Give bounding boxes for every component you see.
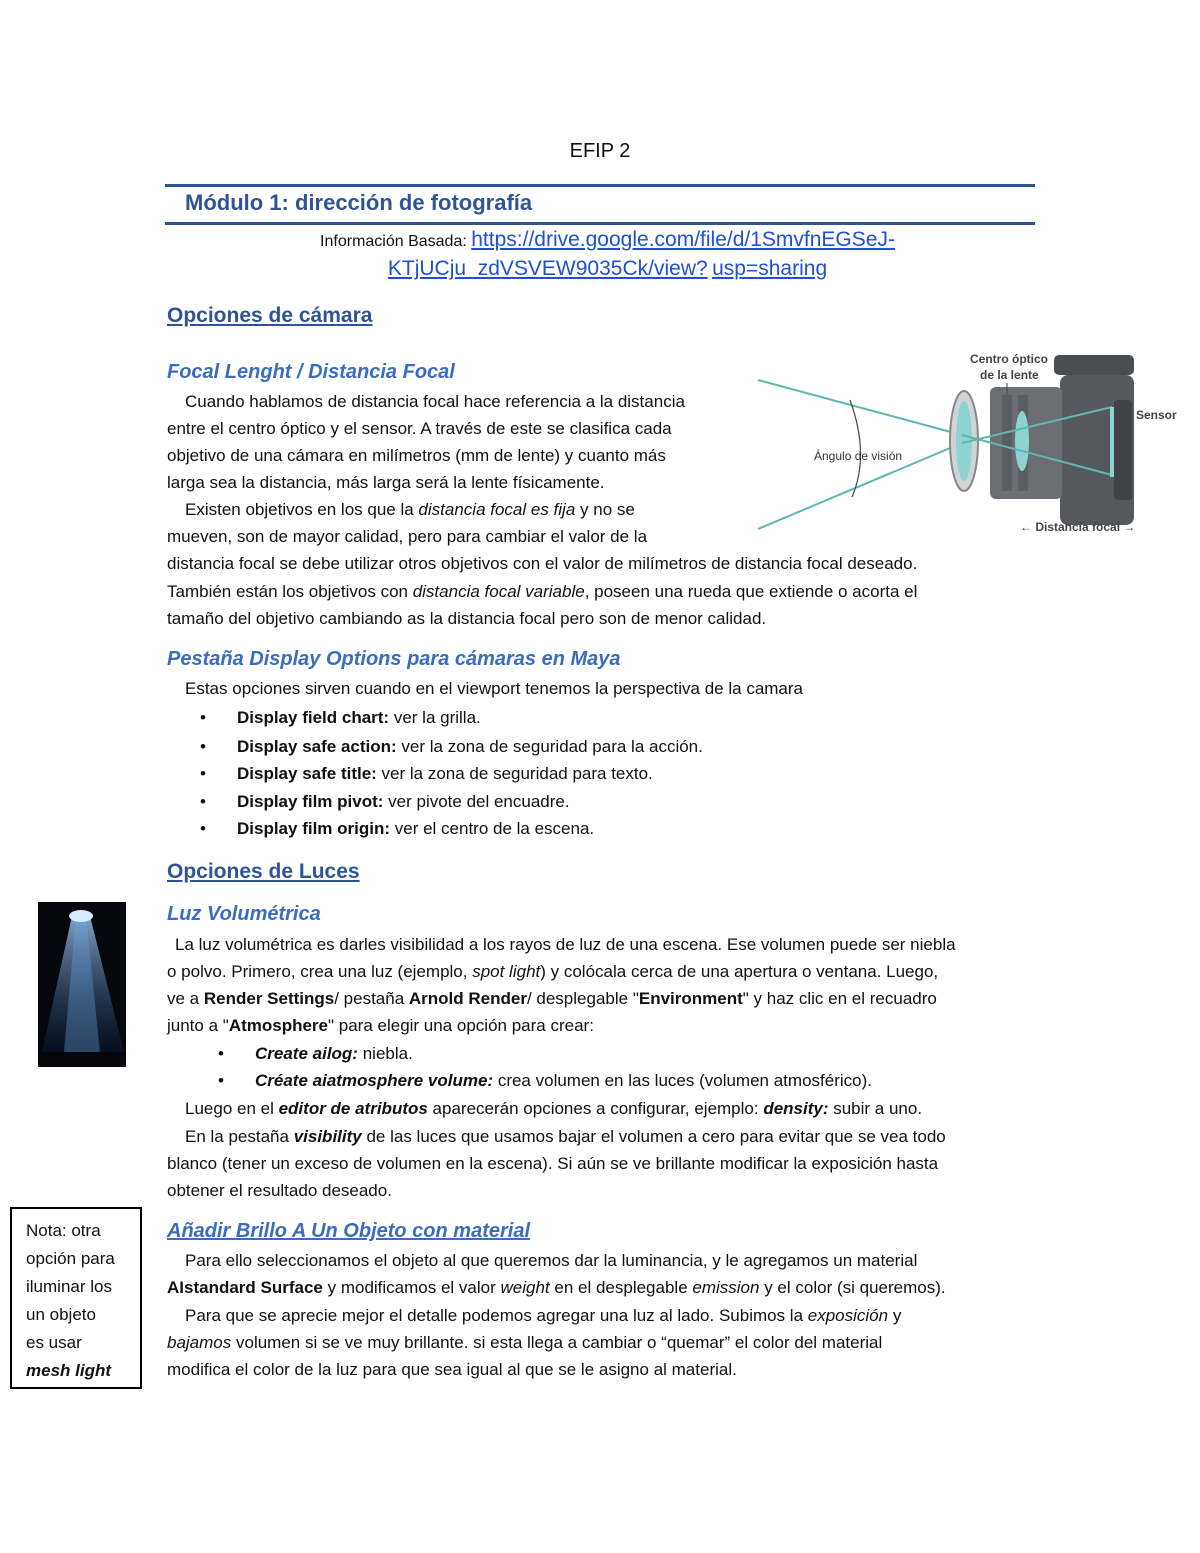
focal-distance-label: ← Distancia focal →: [1020, 520, 1136, 534]
vol-l2: o polvo. Primero, crea una luz (ejemplo, spot light) y colócala cerca de una apertura o ventana. Luego,: [167, 962, 939, 981]
info-line-1: [0, 228, 1200, 252]
heading-camera-options: Opciones de cámara: [167, 304, 373, 327]
lens-element: [1015, 411, 1029, 471]
source-link-part1[interactable]: https://drive.google.com/file/d/1SmvfnEGSeJ-: [471, 228, 895, 251]
optical-center-label-1: Centro óptico: [970, 352, 1048, 366]
heading-display-options: Pestaña Display Options para cámaras en Maya: [167, 648, 621, 670]
heading-add-brightness: Añadir Brillo A Un Objeto con material: [167, 1220, 531, 1242]
focal-p2-l3: distancia focal se debe utilizar otros objetivos con el valor de milímetros de distancia focal deseado.: [167, 554, 918, 573]
camera-focal-diagram: [752, 345, 1182, 540]
focal-p1-l1: Cuando hablamos de distancia focal hace referencia a la distancia: [185, 392, 685, 411]
display-intro: Estas opciones sirven cuando en el viewport tenemos la perspectiva de la camara: [185, 679, 804, 698]
display-item: Display safe action: ver la zona de seguridad para la acción.: [237, 737, 703, 756]
vol-l1: La luz volumétrica es darles visibilidad a los rayos de luz de una escena. Ese volumen puede ser niebla: [175, 935, 956, 954]
bright-l5: modifica el color de la luz para que sea igual al que se le asigno al material.: [167, 1360, 737, 1379]
source-link-part3[interactable]: usp=sharing: [712, 257, 828, 280]
vol-l8: obtener el resultado deseado.: [167, 1181, 392, 1200]
focal-p2-l5: tamaño del objetivo cambiando as la distancia focal pero son de menor calidad.: [167, 609, 767, 628]
vol-l5: Luego en el editor de atributos aparecerán opciones a configurar, ejemplo: density: subir a uno.: [185, 1099, 923, 1118]
bright-l3: Para que se aprecie mejor el detalle podemos agregar una luz al lado. Subimos la exposición y: [185, 1306, 902, 1325]
heading-volumetric-light: Luz Volumétrica: [167, 903, 321, 925]
focal-p2-l1: Existen objetivos en los que la distancia focal es fija y no se: [185, 500, 635, 519]
display-item: Display safe title: ver la zona de seguridad para texto.: [237, 764, 653, 783]
display-item: Display film pivot: ver pivote del encuadre.: [237, 792, 570, 811]
focal-p1-l4: larga sea la distancia, más larga será la lente físicamente.: [167, 473, 605, 492]
info-label: Información Basada:: [320, 233, 467, 250]
page-title: EFIP 2: [569, 140, 631, 162]
vol-bullet-1: Create ailog: niebla.: [255, 1044, 413, 1063]
sensor-label: Sensor: [1136, 408, 1177, 422]
angle-label: Ángulo de visión: [814, 449, 903, 463]
vol-l7: blanco (tener un exceso de volumen en la escena). Si aún se ve brillante modificar la exposición hasta: [167, 1154, 939, 1173]
note-box: Nota: otra opción para iluminar los un objeto es usar mesh light: [10, 1207, 142, 1389]
bright-l1: Para ello seleccionamos el objeto al que queremos dar la luminancia, y le agregamos un material: [185, 1251, 918, 1270]
focal-p2-l2: mueven, son de mayor calidad, pero para cambiar el valor de la: [167, 527, 648, 546]
camera-viewfinder: [1054, 355, 1134, 375]
display-item: Display film origin: ver el centro de la escena.: [237, 819, 595, 838]
display-item: Display field chart: ver la grilla.: [237, 708, 481, 727]
heading-light-options: Opciones de Luces: [167, 860, 360, 883]
vol-l6: En la pestaña visibility de las luces que usamos bajar el volumen a cero para evitar que se vea todo: [185, 1127, 946, 1146]
heading-focal-length: Focal Lenght / Distancia Focal: [167, 361, 455, 383]
info-line-2: [0, 257, 1200, 281]
bright-l2: AIstandard Surface y modificamos el valor weight en el desplegable emission y el color (si queremos).: [167, 1278, 946, 1297]
focal-p2-l4: También están los objetivos con distancia focal variable, poseen una rueda que extiende o acorta el: [167, 582, 918, 601]
vol-l3: ve a Render Settings/ pestaña Arnold Render/ desplegable "Environment" y haz clic en el recuadro: [167, 989, 937, 1008]
top-rule: [165, 184, 1035, 187]
volumetric-light-image: [38, 902, 126, 1067]
source-link-part2[interactable]: KTjUCju_zdVSVEW9035Ck/view?: [387, 257, 708, 280]
vol-bullet-2: Créate aiatmosphere volume: crea volumen en las luces (volumen atmosférico).: [255, 1071, 872, 1090]
optical-center-label-2: de la lente: [980, 368, 1039, 382]
module-title: Módulo 1: dirección de fotografía: [185, 190, 533, 215]
vol-l4: junto a "Atmosphere" para elegir una opción para crear:: [167, 1016, 594, 1035]
bright-l4: bajamos volumen si se ve muy brillante. si esta llega a cambiar o “quemar” el color del material: [167, 1333, 883, 1352]
focal-p1-l3: objetivo de una cámara en milímetros (mm de lente) y cuanto más: [167, 446, 666, 465]
sensor-plane: [1110, 407, 1114, 477]
focal-p1-l2: entre el centro óptico y el sensor. A través de este se clasifica cada: [167, 419, 672, 438]
bottom-rule: [165, 222, 1035, 225]
